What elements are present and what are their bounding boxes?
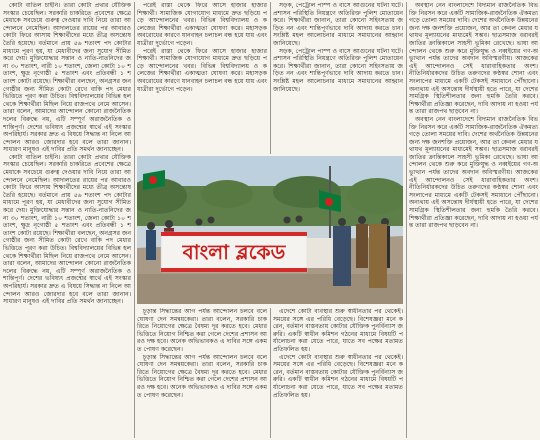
article-text: সড়ক, পেট্রোল পাম্প ও বাসে আগুনের ঘটনা ঘটে। প্রশাসন পরিস্থিতি নিয়ন্ত্রণে অতিরিক্ত পুলিশ মোতায়েন করে। শিক্ষার্থীরা জানান, তারা কোনো সহিংসতায় জড়িত নন এবং শান্তিপূর্ণভাবে দাবি আদায় করতে চান। সংশ্লিষ্ট মহল আলোচনার মাধ্যমে সমাধানের আহ্বান জানিয়েছে। — [273, 2, 403, 47]
column-rule — [270, 308, 271, 438]
article-text: এদেশে কোটা ব্যবস্থার শুরু স্বাধীনতার পর থেকেই। সময়ের সঙ্গে এর পরিধি বেড়েছে। বিশেষজ্ঞরা মনে করেন, বর্তমান বাস্তবতায় কোটার যৌক্তিক পুনর্বিন্যাস জরুরি। একটি স্বাধীন কমিশন গঠনের মাধ্যমে বিষয়টি পর্যালোচনা করা যেতে পারে, যাতে সব পক্ষের মতামত প্রতিফলিত হয়। — [273, 353, 403, 399]
column-rule — [406, 2, 407, 438]
article-text: পরেই রাস্তা থেকে ফিরে আসে হাজার হাজার শিক্ষার্থী। সামাজিক যোগাযোগ মাধ্যমে দ্রুত ছড়িয়ে পড়ে আন্দোলনের খবর। বিভিন্ন বিশ্ববিদ্যালয় ও কলেজের শিক্ষার্থীরা একাত্মতা ঘোষণা করে। মহাসড়ক অবরোধের কারণে যানবাহন চলাচল বন্ধ হয়ে যায় এবং যাত্রীরা দুর্ভোগে পড়েন। — [137, 47, 267, 93]
article-text: চূড়ান্ত সিদ্ধান্তের আগ পর্যন্ত আন্দোলন চলবে বলে ঘোষণা দেন সমন্বয়কেরা। তারা বলেন, সরকারি চাকরিতে নিয়োগের ক্ষেত্রে বৈষম্য দূর করতে হবে। মেধার ভিত্তিতে নিয়োগ নিশ্চিত করা গেলে দেশের প্রশাসন আরও দক্ষ হবে। অনেক অভিভাবকও এ দাবির সঙ্গে একমত পোষণ করেছেন। — [137, 353, 267, 399]
article-text: চূড়ান্ত সিদ্ধান্তের আগ পর্যন্ত আন্দোলন চলবে বলে ঘোষণা দেন সমন্বয়কেরা। তারা বলেন, সরকারি চাকরিতে নিয়োগের ক্ষেত্রে বৈষম্য দূর করতে হবে। মেধার ভিত্তিতে নিয়োগ নিশ্চিত করা গেলে দেশের প্রশাসন আরও দক্ষ হবে। অনেক অভিভাবকও এ দাবির সঙ্গে একমত পোষণ করেছেন। — [137, 308, 267, 353]
article-text: এদেশে কোটা ব্যবস্থার শুরু স্বাধীনতার পর থেকেই। সময়ের সঙ্গে এর পরিধি বেড়েছে। বিশেষজ্ঞরা মনে করেন, বর্তমান বাস্তবতায় কোটার যৌক্তিক পুনর্বিন্যাস জরুরি। একটি স্বাধীন কমিশন গঠনের মাধ্যমে বিষয়টি পর্যালোচনা করা যেতে পারে, যাতে সব পক্ষের মতামত প্রতিফলিত হয়। — [273, 308, 403, 353]
article-text: কোটা বাতিল চাইনি। তারা কোটা প্রথার যৌক্তিক সংস্কার চেয়েছিল। সরকারি চাকরিতে প্রবেশের ক্ষেত্রে মেধাকে সবচেয়ে গুরুত্ব দেওয়ার দাবি নিয়ে তারা আন্দোলনে নেমেছিল। আদালতের রায়ের পর আবারও কোটা ফিরে আসায় শিক্ষার্থীদের মধ্যে তীব্র অসন্তোষ তৈরি হয়েছে। বর্তমানে প্রায় ৫৬ শতাংশ পদ কোটার মাধ্যমে পূরণ হয়, যা মেধাবীদের জন্য সুযোগ সীমিত করে দেয়। মুক্তিযোদ্ধার সন্তান ও নাতি-নাতনিদের জন্য ৩০ শতাংশ, নারী ১০ শতাংশ, জেলা কোটা ১০ শতাংশ, ক্ষুদ্র নৃগোষ্ঠী ৫ শতাংশ এবং প্রতিবন্ধী ১ শতাংশ কোটা রয়েছে। শিক্ষার্থীরা বলছেন, অনগ্রসর জনগোষ্ঠীর জন্য সীমিত কোটা রেখে বাকি পদ মেধার ভিত্তিতে পূরণ করা উচিত। বিশ্ববিদ্যালয়ের বিভিন্ন হল থেকে শিক্ষার্থীরা মিছিল নিয়ে রাজপথে নেমে আসেন। তারা বলেন, আমাদের আন্দোলন কোনো রাজনৈতিক দলের বিরুদ্ধে নয়, এটি সম্পূর্ণ অরাজনৈতিক ও শান্তিপূর্ণ। দেশের ভবিষ্যৎ প্রজন্মের স্বার্থে এই সংস্কার অপরিহার্য। সরকার দ্রুত এ বিষয়ে সিদ্ধান্ত না নিলে আন্দোলন আরও জোরদার হবে বলে তারা জানান। সাধারণ মানুষও এই দাবির প্রতি সমর্থন জানাচ্ছেন। — [3, 2, 131, 154]
article-column-2-top — [137, 2, 267, 154]
article-text: পরেই রাস্তা থেকে ফিরে আসে হাজার হাজার শিক্ষার্থী। সামাজিক যোগাযোগ মাধ্যমে দ্রুত ছড়িয়ে পড়ে আন্দোলনের খবর। বিভিন্ন বিশ্ববিদ্যালয় ও কলেজের শিক্ষার্থীরা একাত্মতা ঘোষণা করে। মহাসড়ক অবরোধের কারণে যানবাহন চলাচল বন্ধ হয়ে যায় এবং যাত্রীরা দুর্ভোগে পড়েন। — [137, 2, 267, 47]
article-text: অবস্থান নেন বাংলাদেশে বিদ্যমান রাজনৈতিক বিভক্তি নিরসন করে একটি সামাজিক-রাজনৈতিক ঐকমত্য গড়ে তোলা সময়ের দাবি। দেশের অর্থনৈতিক উন্নয়নের জন্য দক্ষ জনশক্তি প্রয়োজন, আর তা কেবল মেধার যথাযথ মূল্যায়নের মাধ্যমেই সম্ভব। ছাত্রসমাজ বরাবরই জাতির ক্রান্তিকালে সাহসী ভূমিকা রেখেছে। ভাষা আন্দোলন থেকে শুরু করে মুক্তিযুদ্ধ ও নব্বইয়ের গণ-অভ্যুত্থান পর্যন্ত তাদের অবদান অবিস্মরণীয়। আজকের এই আন্দোলনও সেই ধারাবাহিকতার অংশ। নীতিনির্ধারকদের উচিত তরুণদের কণ্ঠস্বর শোনা এবং সংলাপের মাধ্যমে একটি টেকসই সমাধানে পৌঁছানো। অন্যথায় এই অসন্তোষ দীর্ঘস্থায়ী হতে পারে, যা দেশের সামগ্রিক স্থিতিশীলতার জন্য হুমকি তৈরি করবে। শিক্ষার্থীরা প্রতিজ্ঞা করেছেন, দাবি আদায় না হওয়া পর্যন্ত তারা রাজপথ ছাড়বেন না। — [409, 2, 538, 116]
article-text: সড়ক, পেট্রোল পাম্প ও বাসে আগুনের ঘটনা ঘটে। প্রশাসন পরিস্থিতি নিয়ন্ত্রণে অতিরিক্ত পুলিশ মোতায়েন করে। শিক্ষার্থীরা জানান, তারা কোনো সহিংসতায় জড়িত নন এবং শান্তিপূর্ণভাবে দাবি আদায় করতে চান। সংশ্লিষ্ট মহল আলোচনার মাধ্যমে সমাধানের আহ্বান জানিয়েছে। — [273, 47, 403, 93]
article-column-2-bottom — [137, 308, 267, 438]
news-photo — [137, 156, 403, 304]
article-text: অবস্থান নেন বাংলাদেশে বিদ্যমান রাজনৈতিক বিভক্তি নিরসন করে একটি সামাজিক-রাজনৈতিক ঐকমত্য গড়ে তোলা সময়ের দাবি। দেশের অর্থনৈতিক উন্নয়নের জন্য দক্ষ জনশক্তি প্রয়োজন, আর তা কেবল মেধার যথাযথ মূল্যায়নের মাধ্যমেই সম্ভব। ছাত্রসমাজ বরাবরই জাতির ক্রান্তিকালে সাহসী ভূমিকা রেখেছে। ভাষা আন্দোলন থেকে শুরু করে মুক্তিযুদ্ধ ও নব্বইয়ের গণ-অভ্যুত্থান পর্যন্ত তাদের অবদান অবিস্মরণীয়। আজকের এই আন্দোলনও সেই ধারাবাহিকতার অংশ। নীতিনির্ধারকদের উচিত তরুণদের কণ্ঠস্বর শোনা এবং সংলাপের মাধ্যমে একটি টেকসই সমাধানে পৌঁছানো। অন্যথায় এই অসন্তোষ দীর্ঘস্থায়ী হতে পারে, যা দেশের সামগ্রিক স্থিতিশীলতার জন্য হুমকি তৈরি করবে। শিক্ষার্থীরা প্রতিজ্ঞা করেছেন, দাবি আদায় না হওয়া পর্যন্ত তারা রাজপথ ছাড়বেন না। — [409, 115, 538, 230]
column-rule — [134, 2, 135, 438]
article-column-1 — [3, 2, 131, 438]
column-rule — [270, 2, 271, 154]
article-column-4 — [409, 2, 538, 438]
article-column-3-bottom — [273, 308, 403, 438]
article-text: কোটা বাতিল চাইনি। তারা কোটা প্রথার যৌক্তিক সংস্কার চেয়েছিল। সরকারি চাকরিতে প্রবেশের ক্ষেত্রে মেধাকে সবচেয়ে গুরুত্ব দেওয়ার দাবি নিয়ে তারা আন্দোলনে নেমেছিল। আদালতের রায়ের পর আবারও কোটা ফিরে আসায় শিক্ষার্থীদের মধ্যে তীব্র অসন্তোষ তৈরি হয়েছে। বর্তমানে প্রায় ৫৬ শতাংশ পদ কোটার মাধ্যমে পূরণ হয়, যা মেধাবীদের জন্য সুযোগ সীমিত করে দেয়। মুক্তিযোদ্ধার সন্তান ও নাতি-নাতনিদের জন্য ৩০ শতাংশ, নারী ১০ শতাংশ, জেলা কোটা ১০ শতাংশ, ক্ষুদ্র নৃগোষ্ঠী ৫ শতাংশ এবং প্রতিবন্ধী ১ শতাংশ কোটা রয়েছে। শিক্ষার্থীরা বলছেন, অনগ্রসর জনগোষ্ঠীর জন্য সীমিত কোটা রেখে বাকি পদ মেধার ভিত্তিতে পূরণ করা উচিত। বিশ্ববিদ্যালয়ের বিভিন্ন হল থেকে শিক্ষার্থীরা মিছিল নিয়ে রাজপথে নেমে আসেন। তারা বলেন, আমাদের আন্দোলন কোনো রাজনৈতিক দলের বিরুদ্ধে নয়, এটি সম্পূর্ণ অরাজনৈতিক ও শান্তিপূর্ণ। দেশের ভবিষ্যৎ প্রজন্মের স্বার্থে এই সংস্কার অপরিহার্য। সরকার দ্রুত এ বিষয়ে সিদ্ধান্ত না নিলে আন্দোলন আরও জোরদার হবে বলে তারা জানান। সাধারণ মানুষও এই দাবির প্রতি সমর্থন জানাচ্ছেন। — [3, 153, 131, 306]
article-column-3-top — [273, 2, 403, 154]
banner-text: বাংলা ব্লকেড — [182, 240, 286, 264]
